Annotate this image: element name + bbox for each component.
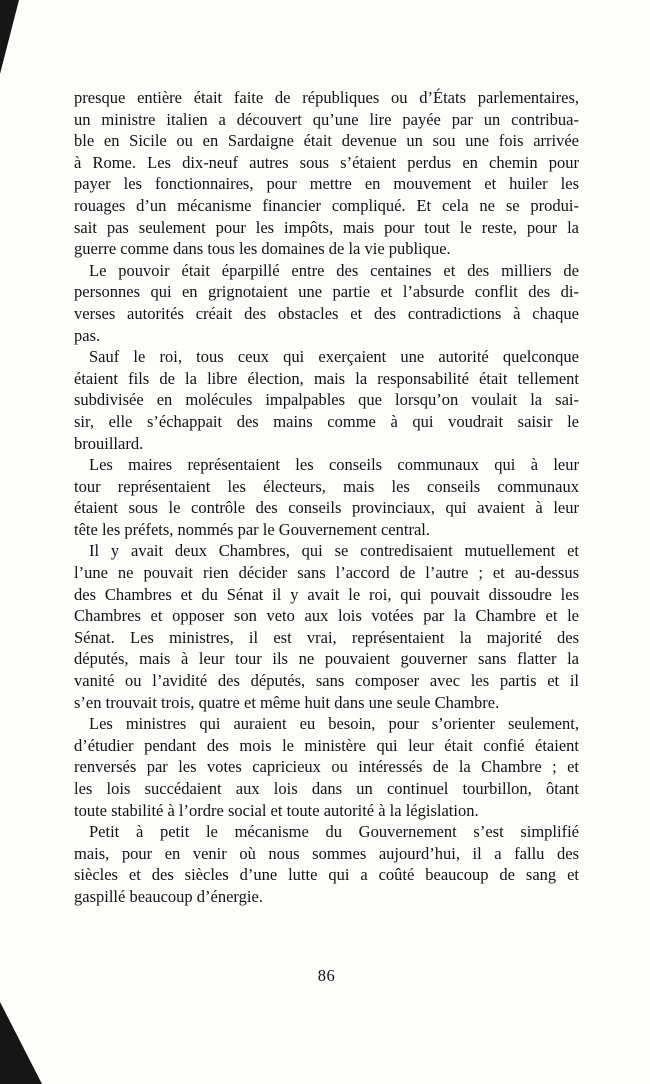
page-number: 86 bbox=[317, 966, 336, 985]
text-line: subdivisée en molécules impalpables que lorsqu’on voulait la sai- bbox=[74, 390, 579, 410]
text-line: Petit à petit le mécanisme du Gouvernement s’est simplifié bbox=[89, 822, 579, 842]
text-line: Les ministres qui auraient eu besoin, pour s’orienter seulement, bbox=[89, 714, 579, 734]
text-line: vanité ou l’avidité des députés, sans composer avec les partis et il bbox=[74, 671, 579, 691]
text-line: payer les fonctionnaires, pour mettre en mouvement et huiler les bbox=[74, 174, 579, 194]
text-line: d’étudier pendant des mois le ministère qui leur était confié étaient bbox=[74, 735, 579, 755]
text-line: les lois succédaient aux lois dans un continuel tourbillon, ôtant bbox=[74, 779, 579, 798]
text-line: renversés par les votes capricieux ou intéressés de la Chambre ; et bbox=[74, 757, 579, 777]
text-line: ble en Sicile ou en Sardaigne était devenue un sou une fois arrivée bbox=[74, 131, 579, 151]
text-line: l’une ne pouvait rien décider sans l’accord de l’autre ; et au-dessus bbox=[74, 563, 579, 583]
paragraph bbox=[74, 260, 579, 346]
paragraph bbox=[74, 821, 579, 907]
paragraph bbox=[74, 454, 579, 540]
text-line: tour représentaient les électeurs, mais les conseils communaux bbox=[74, 476, 579, 496]
text-line: Il y avait deux Chambres, qui se contredisaient mutuellement et bbox=[89, 541, 579, 561]
text-line: étaient fils de la libre élection, mais la responsabilité était tellement bbox=[74, 368, 579, 388]
text-line: un ministre italien a découvert qu’une lire payée par un contribua- bbox=[74, 109, 579, 129]
scan-artifact-top-left bbox=[0, 0, 19, 74]
text-line: rouages d’un mécanisme financier compliqué. Et cela ne se produi- bbox=[74, 195, 579, 215]
text-line: s’en trouvait trois, quatre et même huit dans une seule Chambre. bbox=[74, 692, 500, 712]
text-line: tête les préfets, nommés par le Gouvernement central. bbox=[74, 519, 430, 539]
text-line: députés, mais à leur tour ils ne pouvaient gouverner sans flatter la bbox=[74, 649, 579, 669]
text-line: étaient sous le contrôle des conseils provinciaux, qui avaient à leur bbox=[74, 498, 579, 518]
text-line: Sénat. Les ministres, il est vrai, représentaient la majorité des bbox=[74, 627, 579, 647]
text-line: siècles et des siècles d’une lutte qui a coûté beaucoup de sang et bbox=[74, 865, 579, 885]
text-line: toute stabilité à l’ordre social et toute autorité à la législation. bbox=[74, 800, 479, 820]
paragraph bbox=[74, 540, 579, 713]
text-line: verses autorités créait des obstacles et des contradictions à chaque bbox=[74, 303, 579, 323]
text-line: Le pouvoir était éparpillé entre des centaines et des milliers de bbox=[89, 260, 579, 280]
text-line: mais, pour en venir où nous sommes aujourd’hui, il a fallu des bbox=[74, 843, 579, 863]
text-line: Les maires représentaient les conseils communaux qui à leur bbox=[89, 455, 579, 475]
text-line: presque entière était faite de républiques ou d’États parlementaires, bbox=[74, 88, 579, 107]
text-block bbox=[74, 87, 579, 908]
text-line: gaspillé beaucoup d’énergie. bbox=[74, 886, 263, 906]
text-line: Chambres et opposer son veto aux lois votées par la Chambre et le bbox=[74, 606, 579, 626]
scan-artifact-bottom-left bbox=[0, 1002, 42, 1084]
text-line: brouillard. bbox=[74, 433, 144, 453]
paragraph bbox=[74, 713, 579, 821]
text-line: guerre comme dans tous les domaines de la vie publique. bbox=[74, 239, 451, 259]
paragraph bbox=[74, 346, 579, 454]
text-line: personnes qui en grignotaient une partie et l’absurde conflit des di- bbox=[74, 282, 579, 302]
text-line: sir, elle s’échappait des mains comme à qui voudrait saisir le bbox=[74, 411, 579, 431]
text-line: sait pas seulement pour les impôts, mais pour tout le reste, pour la bbox=[74, 217, 579, 237]
paragraph bbox=[74, 87, 579, 260]
text-line: Sauf le roi, tous ceux qui exerçaient une autorité quelconque bbox=[89, 347, 579, 367]
text-line: à Rome. Les dix-neuf autres sous s’étaient perdus en chemin pour bbox=[74, 152, 579, 172]
text-line: des Chambres et du Sénat il y avait le roi, qui pouvait dissoudre les bbox=[74, 584, 579, 604]
text-line: pas. bbox=[74, 325, 101, 345]
